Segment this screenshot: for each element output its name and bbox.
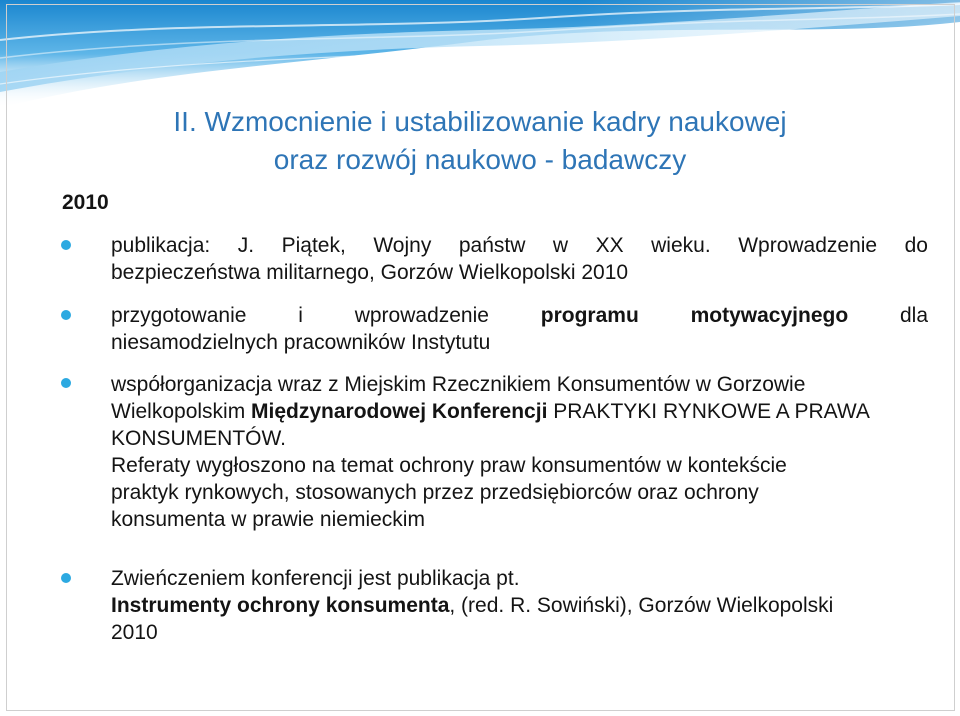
list-item-line (111, 233, 928, 260)
title-line-1: II. Wzmocnienie i ustabilizowanie kadry naukowej (173, 106, 787, 137)
header-wave-banner (0, 0, 960, 120)
line-text-bold: Instrumenty ochrony konsumenta (111, 594, 450, 617)
line-text: Referaty wygłoszono na temat ochrony praw konsumentów w kontekście (111, 454, 787, 477)
list-item-line (111, 592, 928, 619)
list-item-line (111, 260, 928, 287)
list-item-line (111, 330, 928, 357)
bullet-dot-icon (61, 310, 71, 320)
line-text: Wielkopolskim (111, 400, 252, 423)
line-text: bezpieczeństwa militarnego, Gorzów Wielkopolski 2010 (111, 260, 629, 284)
bullet-dot-icon (61, 378, 71, 388)
line-text: KONSUMENTÓW. (111, 427, 287, 450)
list-item-publication (111, 233, 928, 286)
line-text: konsumenta w prawie niemieckim (111, 508, 425, 531)
line-text: dla (848, 304, 928, 327)
list-item-line (111, 479, 928, 506)
slide-title (0, 103, 960, 179)
line-text: Zwieńczeniem konferencji jest publikacja pt. (111, 567, 520, 590)
line-text: przygotowanie i wprowadzenie (111, 304, 541, 327)
line-text: 2010 (111, 621, 158, 644)
list-item-line (111, 425, 928, 452)
bullet-dot-icon (61, 240, 71, 250)
year-heading: 2010 (62, 191, 109, 214)
line-text: praktyk rynkowych, stosowanych przez przedsiębiorców oraz ochrony (111, 481, 759, 504)
line-text: PRAKTYKI RYNKOWE A PRAWA (547, 400, 870, 423)
list-item-line (111, 371, 928, 398)
list-item-line (111, 506, 928, 533)
line-text-bold: Międzynarodowej Konferencji (251, 400, 548, 423)
line-text: niesamodzielnych pracowników Instytutu (111, 330, 491, 354)
line-text: , (red. R. Sowiński), Gorzów Wielkopolski (449, 594, 834, 617)
list-item-line (111, 303, 928, 330)
line-text: współorganizacja wraz z Miejskim Rzecznikiem Konsumentów w Gorzowie (111, 373, 806, 396)
list-item-motivation-program (111, 303, 928, 356)
line-text: publikacja: J. Piątek, Wojny państw w XX wieku. Wprowadzenie do (111, 234, 928, 257)
bullet-dot-icon (61, 573, 71, 583)
title-line-2: oraz rozwój naukowo - badawczy (273, 144, 687, 175)
list-item-conference (111, 371, 928, 533)
list-item-line (111, 565, 928, 592)
list-item-publication-summary (111, 565, 928, 646)
list-item-line (111, 398, 928, 425)
line-text-bold: programu motywacyjnego (540, 304, 849, 327)
list-item-line (111, 452, 928, 479)
list-item-line (111, 619, 928, 646)
